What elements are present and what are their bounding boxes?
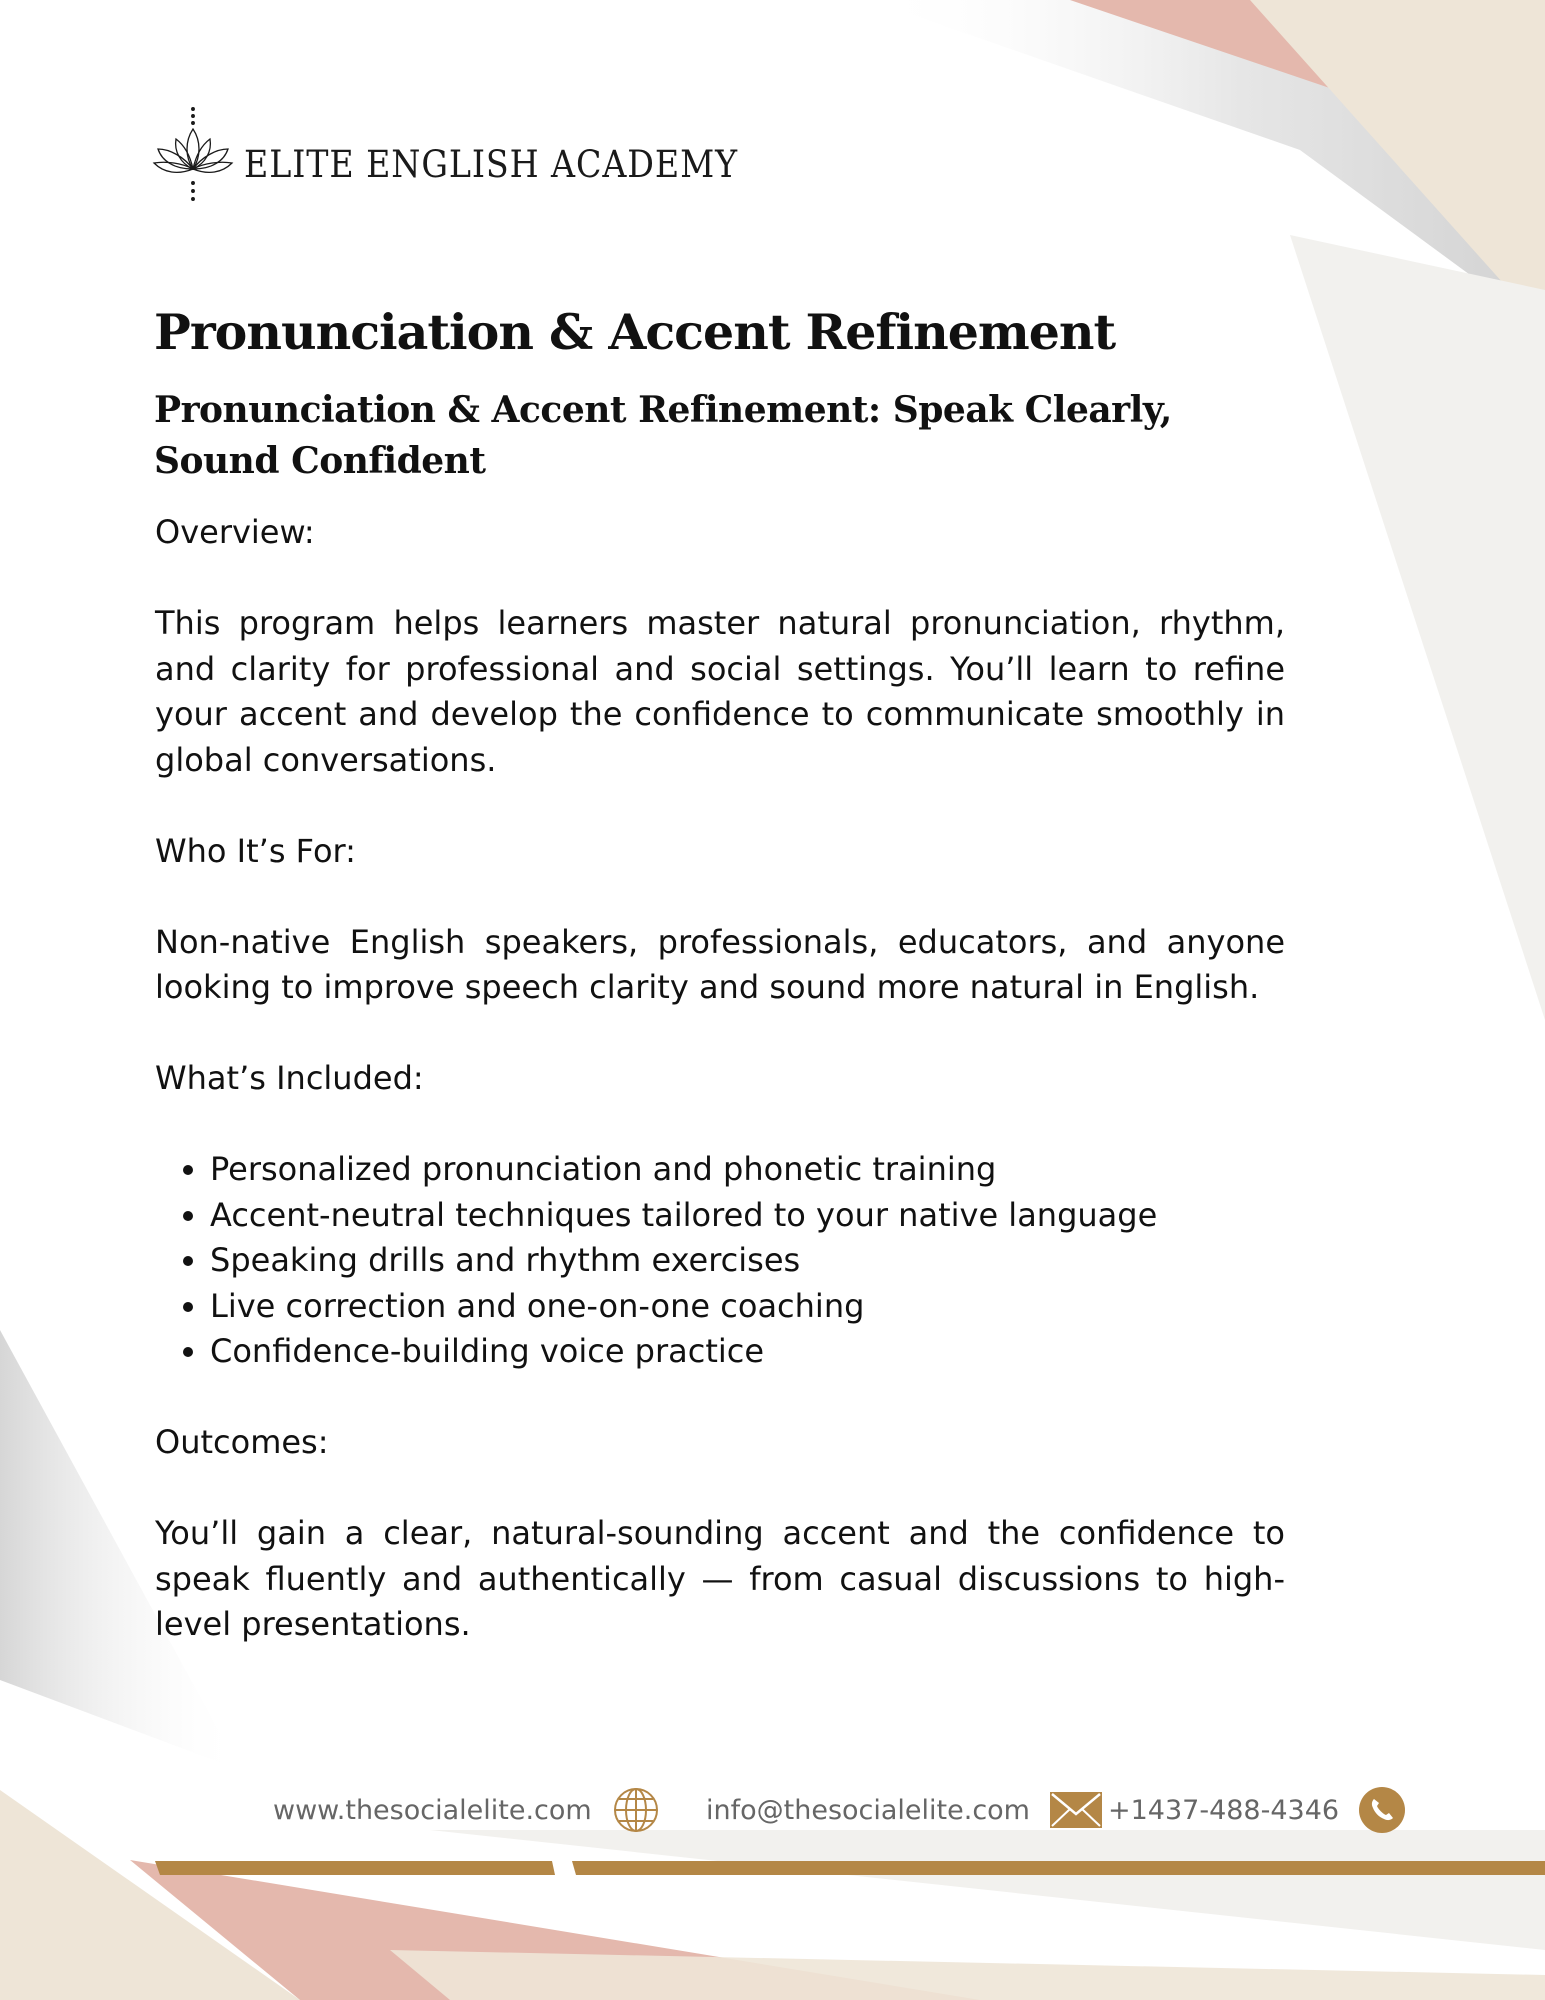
outcomes-heading: Outcomes:	[155, 1423, 329, 1461]
footer-phone	[1108, 1785, 1405, 1835]
globe-icon	[612, 1786, 660, 1834]
list-item: • Live correction and one-on-one coaching	[210, 1284, 1285, 1330]
page-subtitle: Pronunciation & Accent Refinement: Speak Clearly, Sound Confident	[154, 389, 1172, 482]
lotus-icon	[152, 105, 234, 205]
list-item: • Speaking drills and rhythm exercises	[210, 1238, 1285, 1284]
footer-website	[273, 1785, 660, 1835]
list-item: • Confidence-building voice practice	[210, 1329, 1285, 1375]
document-body	[155, 510, 1285, 1693]
included-heading: What’s Included:	[155, 1059, 424, 1097]
website-link[interactable]: www.thesocialelite.com	[273, 1794, 592, 1826]
overview-text: This program helps learners master natural pronunciation, rhythm, and clarity for professional and social settings. You’ll learn to refine your accent and develop the confidence to communicate smoothly in global conversations.	[155, 604, 1285, 779]
overview-heading: Overview:	[155, 513, 315, 551]
brand-name: ELITE ENGLISH ACADEMY	[244, 142, 739, 186]
audience-text: Non-native English speakers, professionals, educators, and anyone looking to improve speech clarity and sound more natural in English.	[155, 922, 1285, 1006]
outcomes-text: You’ll gain a clear, natural-sounding accent and the confidence to speak fluently and authentically — from casual discussions to high-level presentations.	[155, 1514, 1285, 1643]
envelope-icon	[1050, 1792, 1102, 1828]
audience-heading: Who It’s For:	[155, 831, 356, 870]
included-list	[155, 1147, 1285, 1375]
phone-icon	[1359, 1787, 1405, 1833]
brand-logo	[152, 105, 793, 205]
footer-email	[706, 1785, 1102, 1835]
page-title: Pronunciation & Accent Refinement	[154, 303, 1116, 361]
phone-link[interactable]: +1437-488-4346	[1108, 1794, 1340, 1826]
list-item: • Accent-neutral techniques tailored to your native language	[210, 1193, 1285, 1239]
list-item: • Personalized pronunciation and phonetic training	[210, 1147, 1285, 1193]
email-link[interactable]: info@thesocialelite.com	[706, 1794, 1030, 1826]
